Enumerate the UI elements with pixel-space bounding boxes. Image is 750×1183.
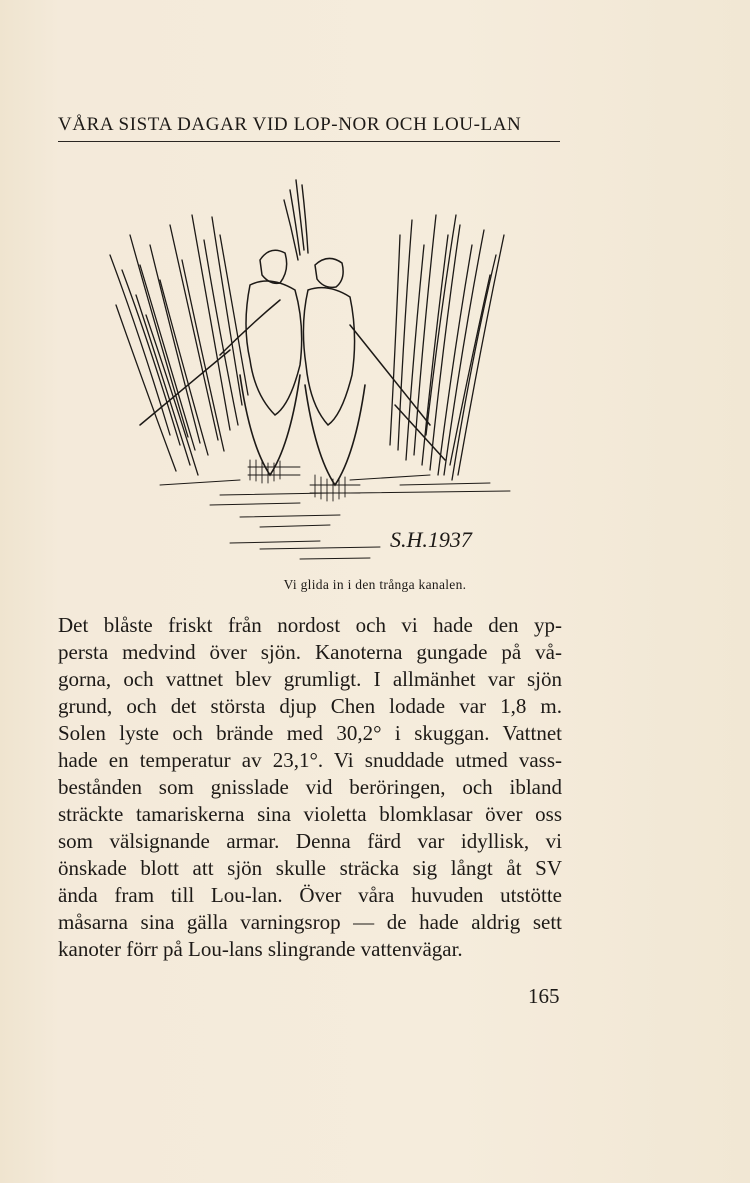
body-line: önskade blott att sjön skulle sträcka sig långt åt SV bbox=[58, 856, 562, 880]
body-line: måsarna sina gälla varningsrop — de hade aldrig sett bbox=[58, 910, 562, 934]
body-line: grund, och det största djup Chen lodade var 1,8 m. bbox=[58, 694, 562, 718]
body-paragraph bbox=[58, 612, 562, 963]
body-line: sträckte tamariskerna sina violetta blomklasar över oss bbox=[58, 802, 562, 826]
running-head: VÅRA SISTA DAGAR VID LOP-NOR OCH LOU-LAN bbox=[58, 114, 522, 135]
page-number: 165 bbox=[528, 984, 560, 1008]
body-line: bestånden som gnisslade vid beröringen, och ibland bbox=[58, 775, 562, 799]
header-rule bbox=[58, 141, 560, 142]
body-line: som välsignande armar. Denna färd var idyllisk, vi bbox=[58, 829, 562, 853]
figure-caption: Vi glida in i den trånga kanalen. bbox=[283, 577, 467, 592]
body-line: Solen lyste och brände med 30,2° i skuggan. Vattnet bbox=[58, 721, 562, 745]
body-line: ända fram till Lou-lan. Över våra huvuden utstötte bbox=[58, 883, 562, 907]
body-line: hade en temperatur av 23,1°. Vi snuddade utmed vass- bbox=[58, 748, 562, 772]
body-line: gorna, och vattnet blev grumligt. I allmänhet var sjön bbox=[58, 667, 562, 691]
reed-boat-sketch-icon bbox=[100, 175, 540, 575]
illustration-signature: S.H.1937 bbox=[390, 527, 472, 552]
body-line: Det blåste friskt från nordost och vi hade den yp- bbox=[58, 613, 562, 637]
body-line: persta medvind över sjön. Kanoterna gungade på vå- bbox=[58, 640, 562, 664]
body-line: kanoter förr på Lou-lans slingrande vattenvägar. bbox=[58, 937, 463, 961]
